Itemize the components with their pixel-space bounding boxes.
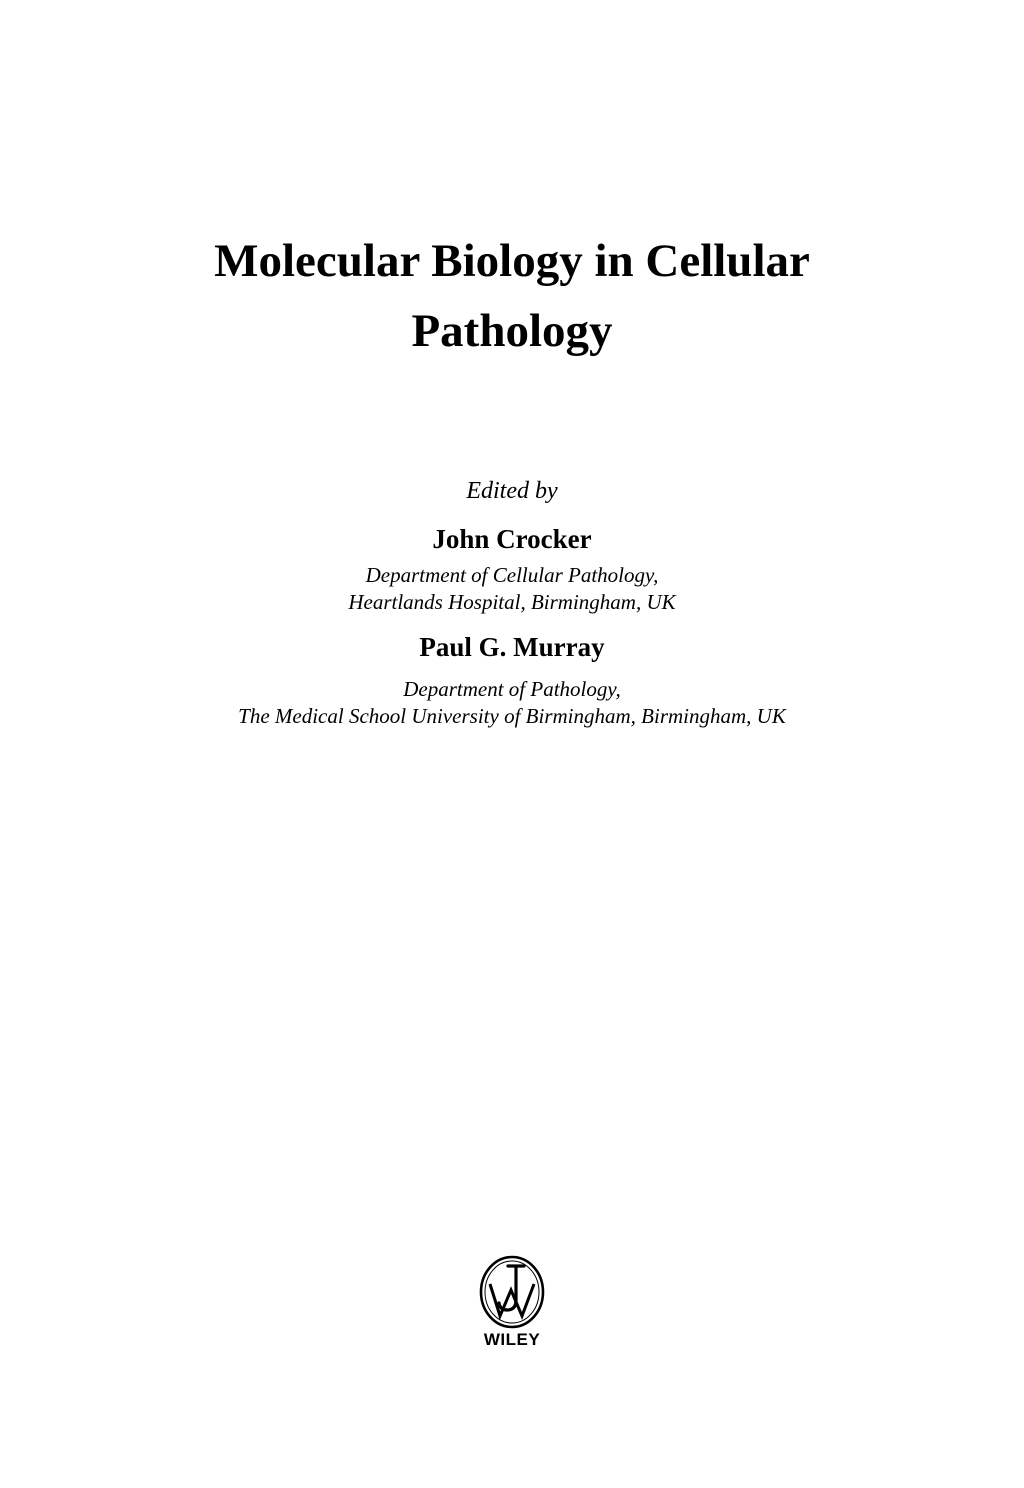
publisher-name: WILEY bbox=[483, 1330, 541, 1349]
editor-name-1: John Crocker bbox=[432, 524, 592, 554]
edited-by-label: Edited by bbox=[466, 478, 558, 504]
book-title bbox=[0, 226, 1024, 366]
publisher-mark bbox=[0, 1254, 1024, 1350]
book-title-line-1: Molecular Biology in Cellular bbox=[214, 235, 810, 287]
editor-credits bbox=[0, 474, 1024, 730]
wiley-logo-icon bbox=[478, 1254, 546, 1330]
editor-2-affiliation-line-2: The Medical School University of Birmingham, Birmingham, UK bbox=[238, 704, 786, 728]
editor-block-1 bbox=[0, 522, 1024, 616]
editor-1-affiliation-line-2: Heartlands Hospital, Birmingham, UK bbox=[348, 590, 676, 614]
editor-2-affiliation-line-1: Department of Pathology, bbox=[403, 677, 621, 701]
editor-block-2 bbox=[0, 630, 1024, 730]
book-title-line-2: Pathology bbox=[411, 305, 613, 357]
editor-1-affiliation-line-1: Department of Cellular Pathology, bbox=[365, 563, 659, 587]
editor-name-2: Paul G. Murray bbox=[419, 632, 605, 662]
